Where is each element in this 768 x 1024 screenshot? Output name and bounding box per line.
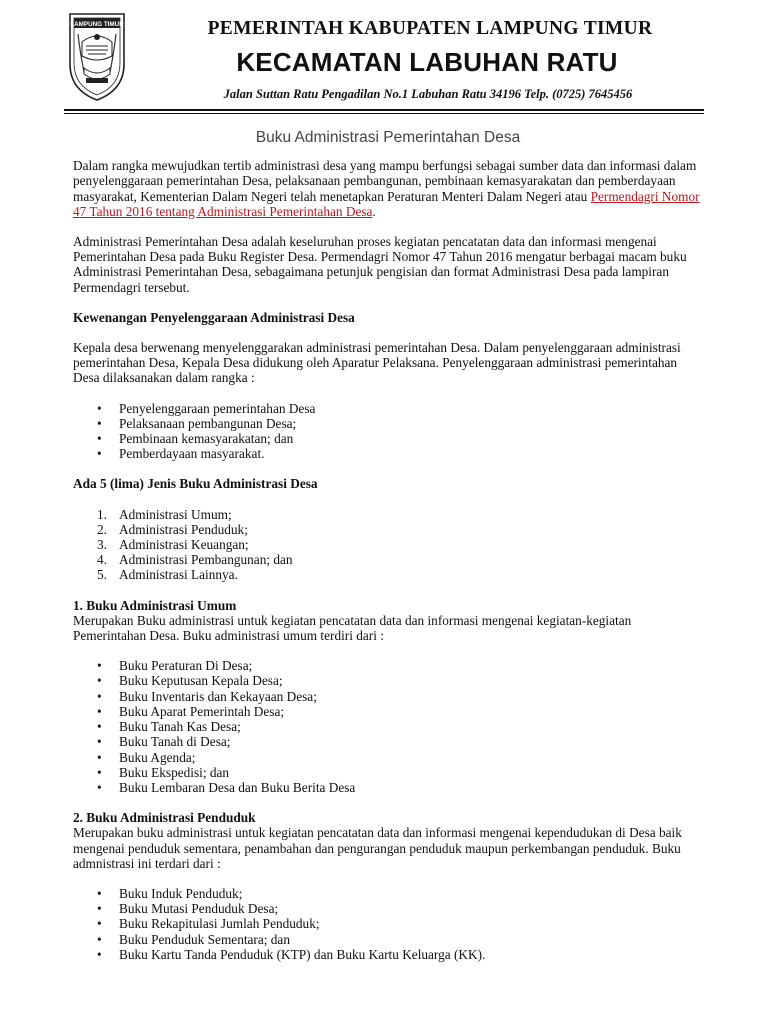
letterhead-address: Jalan Suttan Ratu Pengadilan No.1 Labuhan Ratu 34196 Telp. (0725) 7645456 xyxy=(223,87,633,101)
penduduk-list xyxy=(73,886,703,962)
list-item-text: Buku Ekspedisi; dan xyxy=(119,764,230,780)
permendagri-link[interactable]: Permendagri Nomor 47 Tahun 2016 tentang Administrasi Pemerintahan Desa xyxy=(73,188,700,219)
section-heading-umum: 1. Buku Administrasi Umum xyxy=(73,597,237,613)
bullet-icon: • xyxy=(97,885,102,901)
lampung-timur-coat-of-arms-icon xyxy=(66,12,128,102)
jenis-list xyxy=(73,507,703,583)
list-item xyxy=(73,552,703,567)
list-item-text: Administrasi Penduduk; xyxy=(119,521,248,537)
bullet-icon: • xyxy=(97,916,102,932)
umum-paragraph: Merupakan Buku administrasi untuk kegiatan pencatatan data dan informasi mengenai kegiatan-kegiatan Pemerintahan Desa. Buku administrasi umum terdiri dari : xyxy=(73,612,632,644)
kewenangan-list xyxy=(73,401,703,462)
bullet-icon: • xyxy=(97,688,102,704)
definition-paragraph: Administrasi Pemerintahan Desa adalah keseluruhan proses kegiatan pencatatan data dan informasi mengenai Pemerintahan Desa pada Buku Register Desa. Permendagri Nomor 47 Tahun 2016 mengatur berbagai macam buku Administrasi Pemerintahan Desa, sebagaimana petunjuk pengisian dan format Administrasi Desa pada lampiran Permendagri tersebut. xyxy=(73,234,687,295)
bullet-icon: • xyxy=(97,446,102,462)
list-item xyxy=(73,750,703,765)
list-item-text: Buku Kartu Tanda Penduduk (KTP) dan Buku Kartu Keluarga (KK). xyxy=(119,946,486,962)
list-item xyxy=(73,689,703,704)
list-item-text: Buku Inventaris dan Kekayaan Desa; xyxy=(119,688,317,704)
kewenangan-paragraph: Kepala desa berwenang menyelenggarakan administrasi pemerintahan Desa. Dalam penyelenggaraan administrasi pemerintahan Desa, Kepala Desa didukung oleh Aparatur Pelaksana. Penyelenggaraan administrasi pemerintahan Desa dilaksanakan dalam rangka : xyxy=(73,340,681,386)
bullet-icon: • xyxy=(97,764,102,780)
letterhead-rule xyxy=(64,109,704,111)
list-item-text: Buku Tanah Kas Desa; xyxy=(119,719,241,735)
list-item-number: 2. xyxy=(97,521,107,537)
penduduk-paragraph: Merupakan buku administrasi untuk kegiatan pencatatan data dan informasi mengenai kependudukan di Desa baik mengenai penduduk sementara, penambahan dan pengurangan penduduk maupun perkembangan penduduk. Buku admnistrasi ini terdari dari : xyxy=(73,825,682,871)
list-item-text: Administrasi Umum; xyxy=(119,506,232,522)
bullet-icon: • xyxy=(97,415,102,431)
bullet-icon: • xyxy=(97,400,102,416)
list-item xyxy=(73,673,703,688)
list-item-text: Buku Agenda; xyxy=(119,749,196,765)
list-item-text: Buku Peraturan Di Desa; xyxy=(119,658,253,674)
bullet-icon: • xyxy=(97,946,102,962)
list-item-number: 4. xyxy=(97,552,107,568)
section-heading-penduduk: 2. Buku Administrasi Penduduk xyxy=(73,810,256,826)
bullet-icon: • xyxy=(97,734,102,750)
list-item-text: Buku Mutasi Penduduk Desa; xyxy=(119,901,279,917)
section-heading-jenis: Ada 5 (lima) Jenis Buku Administrasi Desa xyxy=(73,476,318,492)
intro-paragraph xyxy=(73,158,703,219)
letterhead-district-name: KECAMATAN LABUHAN RATU xyxy=(236,47,618,77)
list-item-text: Pemberdayaan masyarakat. xyxy=(119,446,265,462)
bullet-icon: • xyxy=(97,658,102,674)
list-item xyxy=(73,932,703,947)
document-title: Buku Administrasi Pemerintahan Desa xyxy=(255,129,521,146)
bullet-icon: • xyxy=(97,931,102,947)
list-item xyxy=(73,734,703,749)
letterhead-government-name: PEMERINTAH KABUPATEN LAMPUNG TIMUR xyxy=(207,18,653,39)
list-item xyxy=(73,947,703,962)
bullet-icon: • xyxy=(97,901,102,917)
list-item xyxy=(73,901,703,916)
list-item-text: Administrasi Pembangunan; dan xyxy=(119,552,293,568)
document-body xyxy=(73,130,703,977)
bullet-icon: • xyxy=(97,749,102,765)
list-item-text: Pembinaan kemasyarakatan; dan xyxy=(119,431,294,447)
bullet-icon: • xyxy=(97,779,102,795)
list-item-text: Buku Rekapitulasi Jumlah Penduduk; xyxy=(119,916,320,932)
list-item xyxy=(73,780,703,795)
list-item-text: Administrasi Keuangan; xyxy=(119,537,249,553)
list-item-text: Buku Induk Penduduk; xyxy=(119,885,243,901)
umum-list xyxy=(73,658,703,795)
list-item-text: Buku Keputusan Kepala Desa; xyxy=(119,673,283,689)
bullet-icon: • xyxy=(97,719,102,735)
list-item-number: 5. xyxy=(97,567,107,583)
bullet-icon: • xyxy=(97,431,102,447)
list-item-text: Buku Lembaran Desa dan Buku Berita Desa xyxy=(119,779,356,795)
list-item xyxy=(73,765,703,780)
intro-end: . xyxy=(372,203,376,219)
list-item xyxy=(73,416,703,431)
list-item xyxy=(73,886,703,901)
bullet-icon: • xyxy=(97,673,102,689)
list-item xyxy=(73,401,703,416)
logo-label: LAMPUNG TIMUR xyxy=(70,21,124,28)
list-item xyxy=(73,431,703,446)
section-heading-kewenangan: Kewenangan Penyelenggaraan Administrasi Desa xyxy=(73,309,355,325)
list-item xyxy=(73,446,703,461)
list-item xyxy=(73,522,703,537)
list-item-text: Buku Penduduk Sementara; dan xyxy=(119,931,290,947)
bullet-icon: • xyxy=(97,703,102,719)
list-item xyxy=(73,719,703,734)
list-item xyxy=(73,537,703,552)
list-item-text: Administrasi Lainnya. xyxy=(119,567,238,583)
list-item xyxy=(73,507,703,522)
list-item-number: 1. xyxy=(97,506,107,522)
list-item xyxy=(73,658,703,673)
list-item xyxy=(73,704,703,719)
list-item-text: Penyelenggaraan pemerintahan Desa xyxy=(119,400,316,416)
intro-text: Dalam rangka mewujudkan tertib administrasi desa yang mampu berfungsi sebagai sumber data dan informasi dalam penyelenggaraan pemerintahan Desa, pelaksanaan pembangunan, pembinaan kemasyarakatan dan pemberdayaan masyarakat, Kementerian Dalam Negeri telah menetapkan Peraturan Menteri Dalam Negeri atau xyxy=(73,158,697,204)
list-item-number: 3. xyxy=(97,537,107,553)
letterhead-rule-thin xyxy=(64,113,704,114)
list-item-text: Buku Tanah di Desa; xyxy=(119,734,231,750)
list-item xyxy=(73,916,703,931)
list-item-text: Pelaksanaan pembangunan Desa; xyxy=(119,415,297,431)
list-item-text: Buku Aparat Pemerintah Desa; xyxy=(119,703,285,719)
list-item xyxy=(73,567,703,582)
